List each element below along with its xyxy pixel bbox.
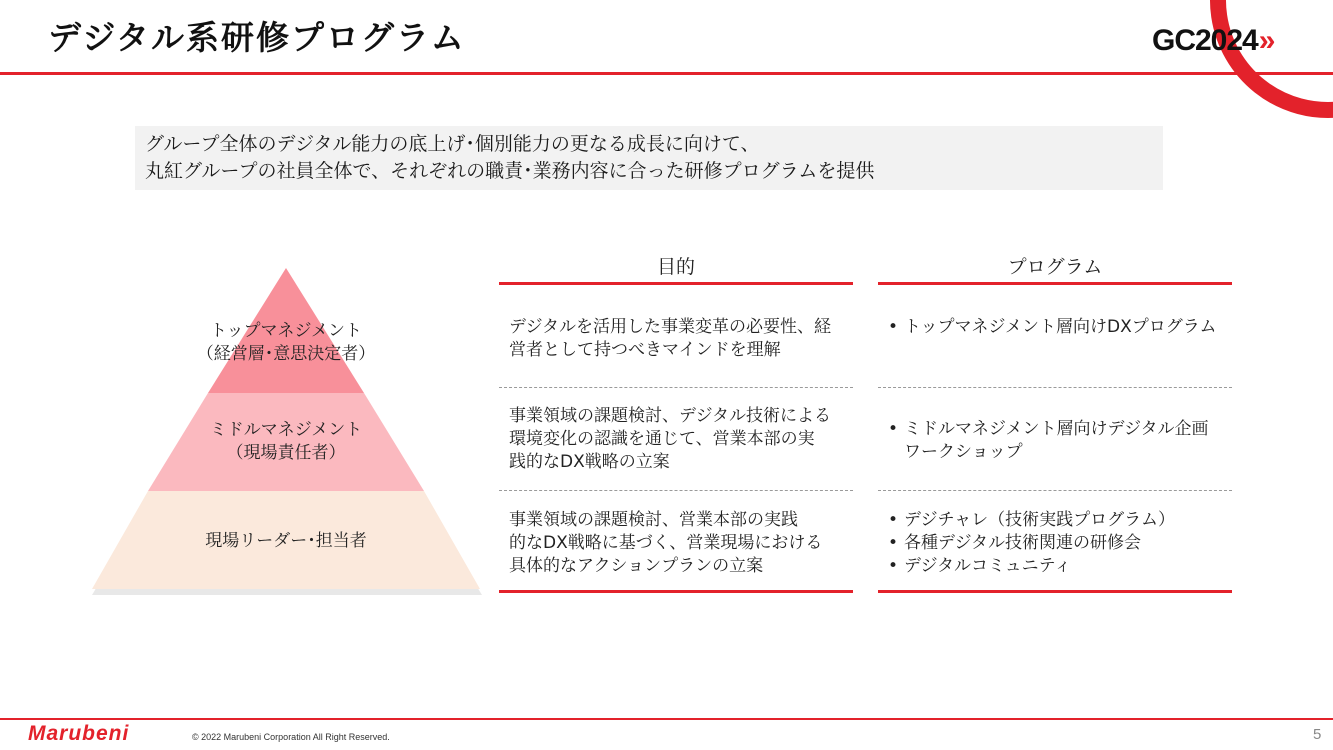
tier-pyramid [90, 265, 482, 595]
purpose-cell-top: デジタルを活用した事業変革の必要性、経 営者として持つべきマインドを理解 [509, 317, 831, 360]
program-header-rule [878, 282, 1232, 285]
tier-label-bottom: 現場リーダー･担当者 [205, 531, 367, 551]
gc2024-logo [1152, 24, 1274, 58]
column-header-purpose: 目的 [656, 256, 695, 278]
purpose-footer-rule [499, 590, 853, 593]
list-item: • デジチャレ（技術実践プログラム） [882, 509, 1227, 532]
purpose-header-rule [499, 282, 853, 285]
row-divider [878, 387, 1232, 388]
purpose-cell-middle: 事業領域の課題検討、デジタル技術による 環境変化の認識を通じて、営業本部の実 践的なDX戦略の立案 [509, 406, 831, 472]
page-number: 5 [1313, 726, 1322, 743]
copyright-text: © 2022 Marubeni Corporation All Right Reserved. [192, 732, 390, 742]
list-item: • 各種デジタル技術関連の研修会 [882, 532, 1227, 555]
tier-label-middle: ミドルマネジメント （現場責任者） [209, 420, 363, 463]
program-footer-rule [878, 590, 1232, 593]
summary-box [135, 126, 1163, 190]
summary-line-2: 丸紅グループの社員全体で、それぞれの職責･業務内容に合った研修プログラムを提供 [145, 160, 875, 182]
program-list-bottom [882, 509, 1227, 578]
gc2024-logo-text: GC2024 [1152, 24, 1258, 57]
footer-divider [0, 718, 1333, 720]
row-divider [499, 387, 853, 388]
column-header-program: プログラム [1007, 256, 1103, 278]
tier-label-top: トップマネジメント （経営層･意思決定者） [196, 321, 376, 364]
list-item: • トップマネジメント層向けDXプログラム [882, 316, 1227, 339]
row-divider [878, 490, 1232, 491]
marubeni-logo: Marubeni [28, 722, 130, 745]
purpose-cell-bottom: 事業領域の課題検討、営業本部の実践 的なDX戦略に基づく、営業現場における 具体的なアクションプランの立案 [509, 510, 823, 576]
row-divider [499, 490, 853, 491]
program-list-top [882, 316, 1227, 339]
chevron-right-icon: » [1258, 24, 1275, 57]
list-item: • ミドルマネジメント層向けデジタル企画 ワークショップ [882, 418, 1227, 464]
list-item: • デジタルコミュニティ [882, 555, 1227, 578]
program-list-middle [882, 418, 1227, 464]
page-title: デジタル系研修プログラム [48, 18, 466, 57]
summary-line-1: グループ全体のデジタル能力の底上げ･個別能力の更なる成長に向けて、 [145, 133, 760, 155]
